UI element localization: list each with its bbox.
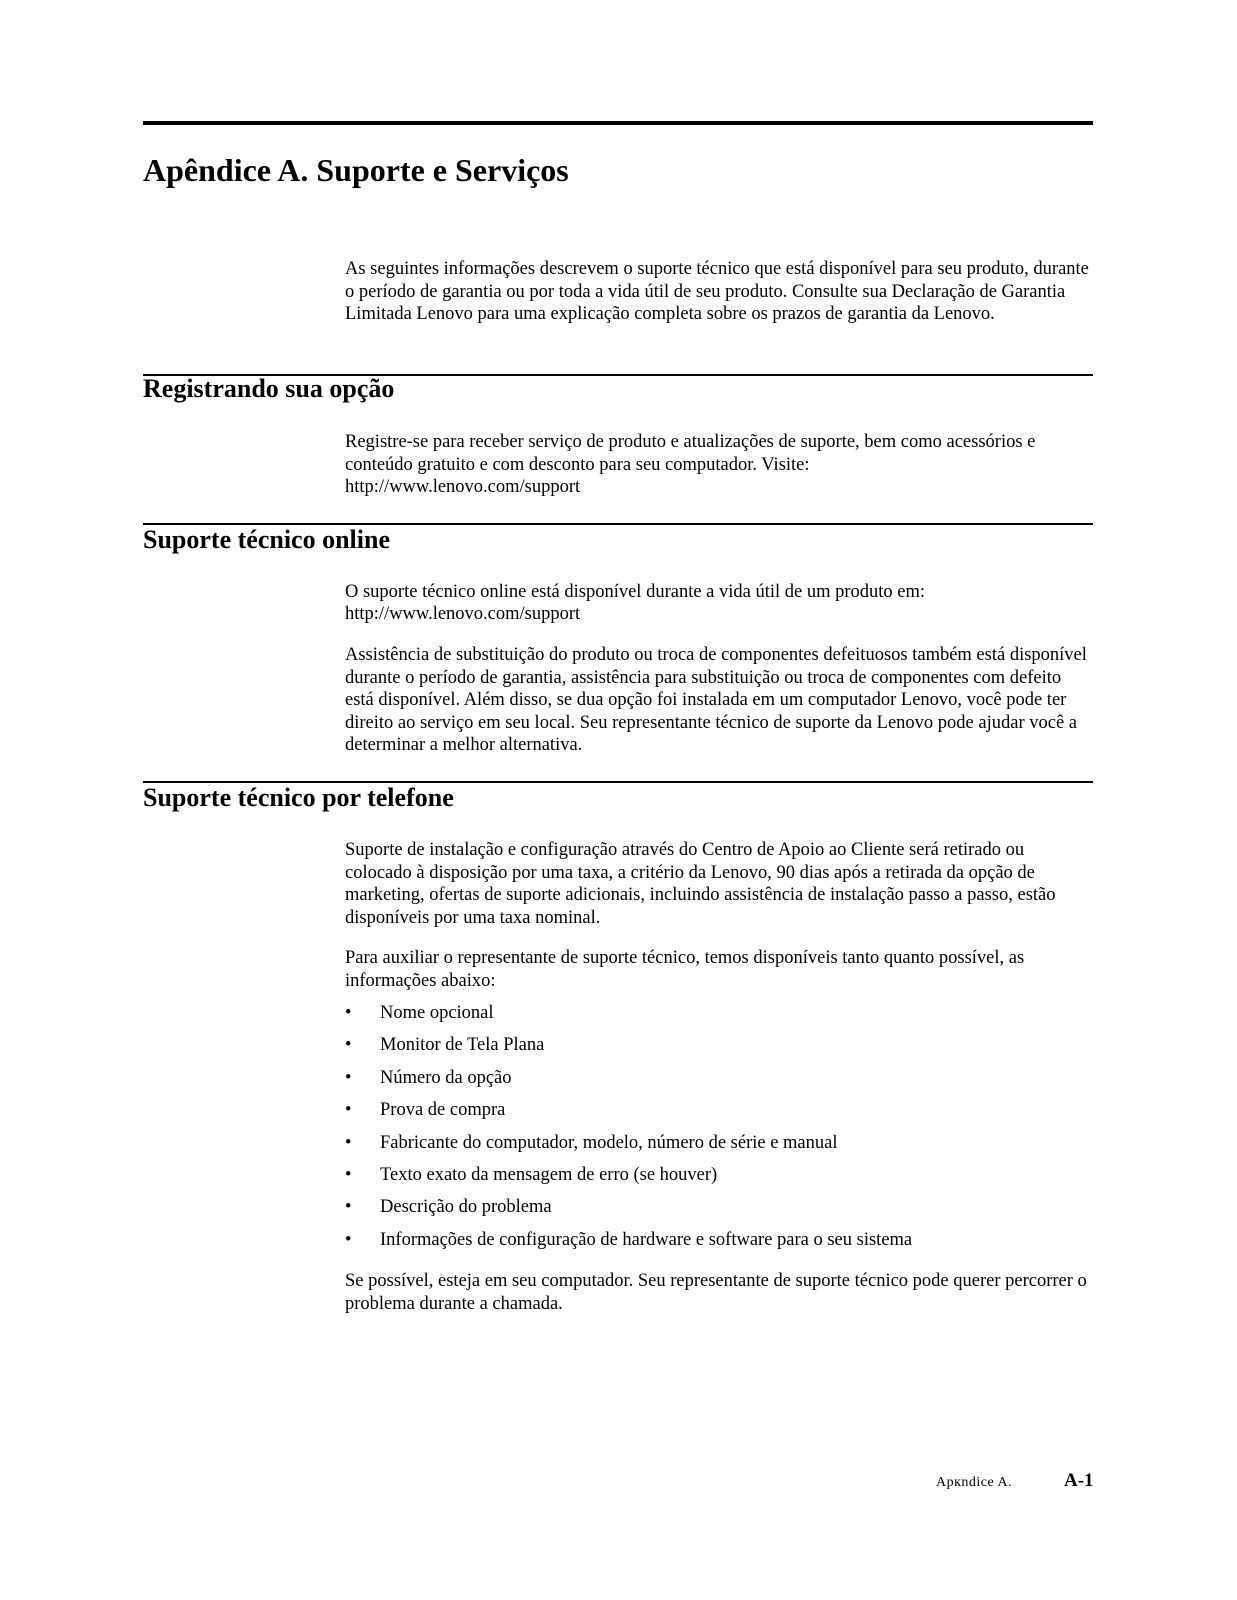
list-item-text: Descrição do problema — [380, 1197, 552, 1218]
registration-support-url: http://www.lenovo.com/support — [345, 477, 581, 497]
registration-paragraph: Registre-se para receber serviço de produto e atualizações de suporte, bem como acessórios e conteúdo gratuito e com desconto para seu computador. Visite: — [345, 432, 1036, 475]
list-item — [345, 1131, 1090, 1163]
list-item-text: Informações de configuração de hardware e software para o seu sistema — [380, 1229, 913, 1250]
bullet-icon: • — [345, 1197, 352, 1218]
list-item-text: Número da opção — [380, 1067, 512, 1088]
list-item-text: Prova de compra — [380, 1100, 506, 1121]
online-support-url: http://www.lenovo.com/support — [345, 604, 581, 624]
online-support-paragraph: O suporte técnico online está disponível durante a vida útil de um produto em: — [345, 582, 926, 602]
replacement-assistance-paragraph: Assistência de substituição do produto ou troca de componentes defeituosos também está disponível durante o período de garantia, assistência para substituição ou troca de componentes com defeito está disponível. Além disso, se dua opção foi instalada em um computador Lenovo, você pode ter direito ao serviço em seu local. Seu representante técnico de suporte da Lenovo pode ajudar você a determinar a melhor alternativa. — [345, 645, 1087, 756]
bullet-icon: • — [345, 1164, 352, 1185]
list-item-text: Nome opcional — [380, 1003, 494, 1023]
bullet-icon: • — [345, 1035, 352, 1056]
representant-info-paragraph: Para auxiliar o representante de suporte técnico, temos disponíveis tanto quanto possível, as informações abaixo: — [345, 948, 1025, 991]
list-item — [345, 1163, 1090, 1195]
list-item — [345, 1033, 1090, 1065]
list-item — [345, 1066, 1090, 1098]
list-item-text: Fabricante do computador, modelo, número de série e manual — [380, 1132, 838, 1153]
bullet-icon: • — [345, 1229, 352, 1250]
section-heading-registration: Registrando sua opção — [143, 374, 395, 403]
page-title: Apêndice A. Suporte e Serviços — [143, 152, 569, 188]
bullet-icon: • — [345, 1100, 352, 1121]
required-info-list — [345, 1001, 1090, 1260]
footer-chapter-label: Apкndice A. — [936, 1475, 1013, 1490]
list-item-text: Texto exato da mensagem de erro (se houver) — [380, 1164, 718, 1185]
phone-support-paragraph: Suporte de instalação e configuração através do Centro de Apoio ao Cliente será retirado ou colocado à disposição por uma taxa, a critério da Lenovo, 90 dias após a retirada da opção de marketing, ofertas de suporte adicionais, incluindo assistência de instalação passo a passo, estão disponíveis por uma taxa nominal. — [345, 840, 1056, 928]
title-rule — [143, 121, 1093, 125]
list-item — [345, 1195, 1090, 1227]
intro-paragraph: As seguintes informações descrevem o suporte técnico que está disponível para seu produto, durante o período de garantia ou por toda a vida útil de seu produto. Consulte sua Declaração de Garantia Limitada Lenovo para uma explicação completa sobre os prazos de garantia da Lenovo. — [345, 259, 1089, 325]
list-item — [345, 1098, 1090, 1130]
bullet-icon: • — [345, 1067, 352, 1088]
list-item-text: Monitor de Tela Plana — [380, 1035, 545, 1056]
bullet-icon: • — [345, 1003, 352, 1023]
section-heading-online-support: Suporte técnico online — [143, 525, 390, 554]
footer-page-number: A-1 — [1064, 1470, 1094, 1491]
section-heading-phone-support: Suporte técnico por telefone — [143, 783, 454, 812]
list-item — [345, 1001, 1090, 1033]
closing-paragraph: Se possível, esteja em seu computador. Seu representante de suporte técnico pode querer percorrer o problema durante a chamada. — [345, 1271, 1087, 1314]
bullet-icon: • — [345, 1132, 352, 1153]
list-item — [345, 1228, 1090, 1260]
